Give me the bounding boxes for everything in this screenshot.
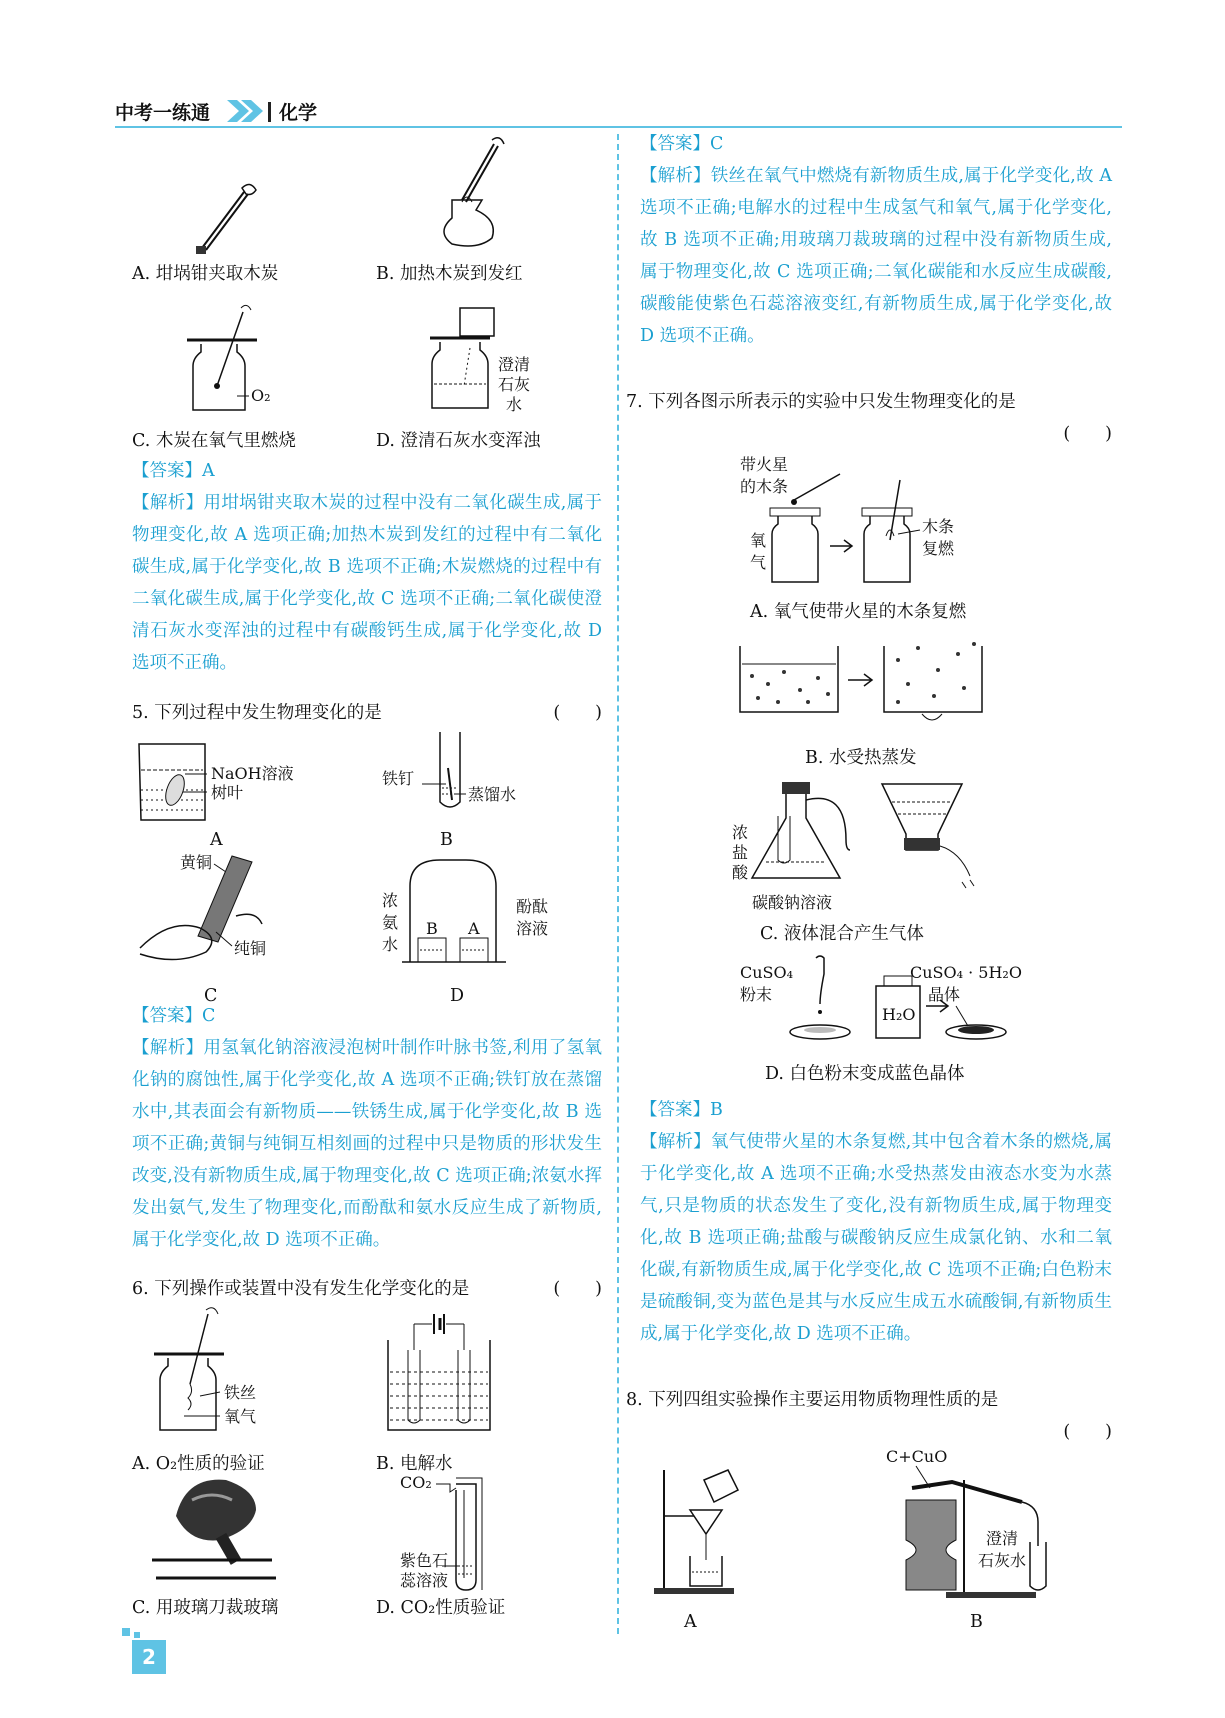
q5-b-label1: 铁钉	[382, 769, 415, 788]
q4-answer	[132, 455, 602, 487]
analysis-text: 用坩埚钳夹取木炭的过程中没有二氧化碳生成,属于物理变化,故 A 选项正确;加热木炭到发红的过程中有二氧化碳生成,属于化学变化,故 B 选项不正确;木炭燃烧的过程中有二氧化碳生成,属于化学变化,故 C 选项不正确;二氧化碳使澄清石灰水变浑浊的过程中有碳酸钙生成,属于化学变化,故 D 选项不正确。	[132, 493, 602, 673]
q6-fig-b-electrolysis	[384, 1320, 514, 1440]
column-divider	[617, 134, 619, 1634]
q6-d-label2: 紫色石	[400, 1551, 449, 1570]
q5-caption-a: A	[210, 830, 223, 850]
analysis-tag: 【解析】	[640, 1132, 711, 1152]
analysis-text: 用氢氧化钠溶液浸泡树叶制作叶脉书签,利用了氢氧化钠的腐蚀性,属于化学变化,故 A 选项不正确;铁钉放在蒸馏水中,其表面会有新物质——铁锈生成,属于化学变化,故 B 选项不正确;黄铜与纯铜互相刻画的过程中只是物质的形状发生改变,没有新物质生成,属于物理变化,故 C 选项正确;浓氨水挥发出氨气,发生了物理变化,而酚酞和氨水反应生成了新物质,属于化学变化,故 D 选项不正确。	[132, 1038, 602, 1250]
q7-question	[626, 386, 1112, 418]
q7-fig-c	[732, 776, 992, 916]
answer-blank: ( )	[1063, 1422, 1112, 1442]
analysis-tag: 【解析】	[132, 1038, 204, 1058]
q5-a-label1: NaOH溶液	[211, 764, 294, 783]
q6-analysis	[640, 160, 1112, 352]
q7-c-label2: 盐	[732, 843, 749, 862]
subject-title: 化学	[279, 102, 318, 124]
q6-fig-d	[400, 1470, 530, 1600]
limewater-figure	[430, 298, 580, 424]
q4-d-label3: 水	[506, 395, 523, 414]
q7-c-label1: 浓	[732, 823, 749, 842]
q8-b-label2: 澄清	[986, 1529, 1019, 1548]
q6-caption-c: C. 用玻璃刀裁玻璃	[132, 1598, 279, 1618]
question-text: 8. 下列四组实验操作主要运用物质物理性质的是	[626, 1390, 999, 1410]
q7-a-label3: 氧	[750, 531, 767, 550]
q5-a-label2: 树叶	[211, 783, 244, 802]
right-column	[626, 0, 1113, 1718]
q5-d-beaker-a: A	[468, 919, 480, 938]
q5-d-label3: 水	[382, 935, 399, 954]
q5-answer	[132, 1000, 602, 1032]
q8-caption-a: A	[684, 1612, 697, 1632]
question-text: 5. 下列过程中发生物理变化的是	[132, 703, 382, 723]
question-text: 6. 下列操作或装置中没有发生化学变化的是	[132, 1279, 470, 1299]
q7-caption-d: D. 白色粉末变成蓝色晶体	[765, 1064, 965, 1084]
left-column	[132, 0, 602, 1718]
q5-d-label5: 溶液	[516, 919, 549, 938]
q6-fig-c-glass-cutter	[152, 1476, 292, 1586]
q7-d-label5: 晶体	[928, 985, 961, 1004]
q5-question	[132, 697, 602, 729]
q7-d-label2: 粉末	[740, 985, 773, 1004]
q7-d-label4: CuSO₄ · 5H₂O	[910, 963, 1022, 982]
answer-blank: ( )	[553, 703, 602, 723]
q6-fig-a	[154, 1304, 314, 1444]
q7-c-label3: 酸	[732, 863, 749, 882]
q6-d-label1: CO₂	[400, 1473, 432, 1492]
q5-fig-b	[382, 728, 582, 818]
crucible-tongs-figure	[172, 170, 262, 260]
q7-analysis	[640, 1126, 1112, 1350]
q7-a-label6: 复燃	[922, 539, 955, 558]
q7-d-label3: H₂O	[882, 1005, 916, 1024]
q6-d-label3: 蕊溶液	[400, 1571, 449, 1590]
q5-caption-b: B	[440, 830, 453, 850]
q6-a-label2: 氧气	[224, 1407, 257, 1426]
q6-answer	[640, 128, 1112, 160]
q7-d-label1: CuSO₄	[740, 963, 794, 982]
q7-answer	[640, 1094, 1112, 1126]
q8-fig-b-reduction	[886, 1444, 1106, 1604]
q6-caption-d: D. CO₂性质验证	[376, 1598, 506, 1618]
q5-d-label1: 浓	[382, 891, 399, 910]
answer-value: C	[202, 1006, 216, 1026]
question-text: 7. 下列各图示所表示的实验中只发生物理变化的是	[626, 392, 1016, 412]
q7-fig-a	[740, 450, 1000, 590]
answer-tag: 【答案】	[640, 134, 710, 154]
q5-fig-a	[137, 740, 337, 830]
q8-caption-b: B	[970, 1612, 983, 1632]
q7-a-label1: 带火星	[740, 455, 789, 474]
q5-d-beaker-b: B	[426, 919, 438, 938]
q7-answer-blank-row	[640, 418, 1112, 450]
page-number-decoration	[122, 1628, 130, 1636]
answer-tag: 【答案】	[640, 1100, 710, 1120]
charcoal-oxygen-figure	[187, 300, 327, 420]
q7-caption-a: A. 氧气使带火星的木条复燃	[750, 602, 967, 622]
answer-value: B	[710, 1100, 723, 1120]
q5-fig-c	[132, 852, 292, 972]
analysis-text: 氧气使带火星的木条复燃,其中包含着木条的燃烧,属于化学变化,故 A 选项不正确;水受热蒸发由液态水变为水蒸气,只是物质的状态发生了变化,没有新物质生成,属于物理变化,故 B 选项正确;盐酸与碳酸钠反应生成氯化钠、水和二氧化碳,有新物质生成,属于化学变化,故 C 选项不正确;白色粉末是硫酸铜,变为蓝色是其与水反应生成五水硫酸铜,有新物质生成,属于化学变化,故 D 选项不正确。	[640, 1132, 1113, 1344]
page-number-decoration	[134, 1632, 140, 1638]
q5-caption-d: D	[450, 986, 465, 1006]
q7-caption-b: B. 水受热蒸发	[805, 748, 917, 768]
q5-c-label2: 纯铜	[234, 939, 267, 958]
answer-value: A	[202, 461, 215, 481]
q8-question	[626, 1384, 1112, 1416]
heating-charcoal-figure	[422, 130, 512, 260]
q8-fig-a-filtration	[654, 1460, 774, 1600]
q4-caption-d: D. 澄清石灰水变浑浊	[376, 431, 541, 451]
answer-blank: ( )	[553, 1279, 602, 1299]
q6-caption-b: B. 电解水	[376, 1454, 453, 1474]
q7-fig-d	[740, 956, 1020, 1056]
q5-fig-d	[372, 856, 572, 976]
q4-caption-c: C. 木炭在氧气里燃烧	[132, 431, 296, 451]
answer-tag: 【答案】	[132, 461, 202, 481]
q7-a-label2: 的木条	[740, 477, 789, 496]
q7-caption-c: C. 液体混合产生气体	[760, 924, 924, 944]
page-number: 2	[132, 1640, 166, 1674]
q6-question	[132, 1273, 602, 1305]
q6-caption-a: A. O₂性质的验证	[132, 1454, 265, 1474]
q8-b-label1: C+CuO	[886, 1447, 948, 1466]
q7-fig-b	[738, 640, 998, 740]
answer-tag: 【答案】	[132, 1006, 202, 1026]
q5-d-label2: 氨	[382, 913, 399, 932]
q5-b-label2: 蒸馏水	[468, 785, 517, 804]
q7-a-label4: 气	[750, 553, 767, 572]
q7-a-label5: 木条	[922, 517, 955, 536]
q4-d-label1: 澄清	[498, 355, 531, 374]
analysis-tag: 【解析】	[132, 493, 204, 513]
q4-analysis	[132, 487, 602, 679]
answer-value: C	[710, 134, 724, 154]
q5-c-label1: 黄铜	[180, 853, 213, 872]
q4-c-o2-label: O₂	[251, 386, 271, 405]
q5-caption-c: C	[204, 986, 218, 1006]
q7-c-label4: 碳酸钠溶液	[752, 893, 833, 912]
answer-blank: ( )	[1063, 424, 1112, 444]
q4-caption-b: B. 加热木炭到发红	[376, 264, 523, 284]
q4-d-label2: 石灰	[498, 375, 531, 394]
q5-d-label4: 酚酞	[516, 897, 549, 916]
q6-a-label1: 铁丝	[224, 1383, 257, 1402]
q4-caption-a: A. 坩埚钳夹取木炭	[132, 264, 279, 284]
analysis-text: 铁丝在氧气中燃烧有新物质生成,属于化学变化,故 A 选项不正确;电解水的过程中生成氢气和氧气,属于化学变化,故 B 选项不正确;用玻璃刀裁玻璃的过程中没有新物质生成,属于物理变化,故 C 选项正确;二氧化碳能和水反应生成碳酸,碳酸能使紫色石蕊溶液变红,有新物质生成,属于化学变化,故 D 选项不正确。	[640, 166, 1113, 346]
series-title: 中考一练通	[115, 102, 211, 124]
q5-analysis	[132, 1032, 602, 1256]
q8-b-label3: 石灰水	[978, 1551, 1027, 1570]
analysis-tag: 【解析】	[640, 166, 711, 186]
